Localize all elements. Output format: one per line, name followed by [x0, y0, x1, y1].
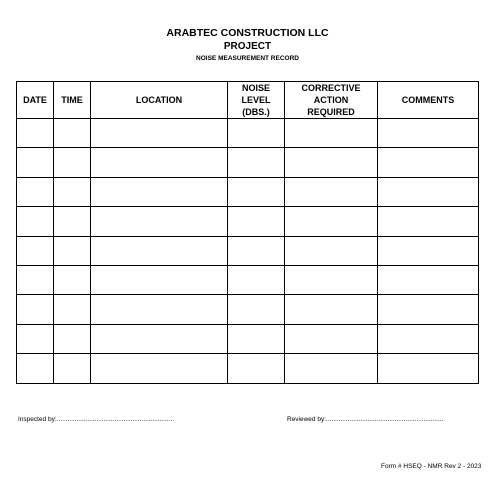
cell-time[interactable] — [54, 265, 91, 294]
cell-corrective-action[interactable] — [285, 148, 378, 177]
cell-date[interactable] — [17, 324, 54, 353]
reviewed-by-field[interactable]: Reviewed by:................................................................. — [287, 416, 444, 423]
column-header-comments: COMMENTS — [378, 82, 479, 119]
cell-location[interactable] — [91, 295, 228, 324]
cell-noise-level[interactable] — [228, 148, 285, 177]
table-row — [17, 177, 479, 206]
cell-time[interactable] — [54, 207, 91, 236]
project-label: PROJECT — [223, 41, 272, 52]
cell-corrective-action[interactable] — [285, 324, 378, 353]
cell-corrective-action[interactable] — [285, 119, 378, 148]
cell-date[interactable] — [17, 119, 54, 148]
cell-location[interactable] — [91, 148, 228, 177]
cell-time[interactable] — [54, 119, 91, 148]
record-title: NOISE MEASUREMENT RECORD — [196, 55, 299, 62]
table-row — [17, 265, 479, 294]
cell-noise-level[interactable] — [228, 119, 285, 148]
cell-location[interactable] — [91, 119, 228, 148]
column-header-date: DATE — [17, 82, 54, 119]
cell-noise-level[interactable] — [228, 236, 285, 265]
table-row — [17, 295, 479, 324]
cell-noise-level[interactable] — [228, 265, 285, 294]
form-id: Form # HSEQ - NMR Rev 2 - 2023 — [381, 463, 482, 470]
cell-corrective-action[interactable] — [285, 236, 378, 265]
table-row — [17, 119, 479, 148]
cell-location[interactable] — [91, 265, 228, 294]
cell-date[interactable] — [17, 295, 54, 324]
cell-corrective-action[interactable] — [285, 177, 378, 206]
cell-comments[interactable] — [378, 265, 479, 294]
column-header-corrective-action — [285, 82, 378, 119]
cell-comments[interactable] — [378, 236, 479, 265]
corrective-action-header-text: CORRECTIVE ACTION REQUIRED — [301, 83, 361, 117]
cell-corrective-action[interactable] — [285, 354, 378, 383]
cell-comments[interactable] — [378, 119, 479, 148]
cell-time[interactable] — [54, 324, 91, 353]
cell-time[interactable] — [54, 236, 91, 265]
cell-corrective-action[interactable] — [285, 295, 378, 324]
column-header-time: TIME — [54, 82, 91, 119]
table-row — [17, 148, 479, 177]
column-header-noise-level — [228, 82, 285, 119]
cell-comments[interactable] — [378, 354, 479, 383]
cell-corrective-action[interactable] — [285, 265, 378, 294]
cell-comments[interactable] — [378, 324, 479, 353]
cell-corrective-action[interactable] — [285, 207, 378, 236]
cell-location[interactable] — [91, 236, 228, 265]
cell-time[interactable] — [54, 354, 91, 383]
cell-noise-level[interactable] — [228, 177, 285, 206]
cell-comments[interactable] — [378, 295, 479, 324]
table-row — [17, 354, 479, 383]
cell-date[interactable] — [17, 236, 54, 265]
cell-date[interactable] — [17, 265, 54, 294]
table-header-row — [17, 82, 479, 119]
cell-noise-level[interactable] — [228, 295, 285, 324]
cell-noise-level[interactable] — [228, 354, 285, 383]
cell-location[interactable] — [91, 177, 228, 206]
cell-comments[interactable] — [378, 148, 479, 177]
cell-time[interactable] — [54, 148, 91, 177]
cell-date[interactable] — [17, 354, 54, 383]
cell-location[interactable] — [91, 207, 228, 236]
inspected-by-field[interactable]: Inspected by:................................................................. — [18, 416, 175, 423]
noise-measurement-table — [16, 81, 479, 384]
cell-comments[interactable] — [378, 177, 479, 206]
cell-time[interactable] — [54, 295, 91, 324]
company-name: ARABTEC CONSTRUCTION LLC — [166, 27, 329, 39]
cell-location[interactable] — [91, 354, 228, 383]
cell-date[interactable] — [17, 148, 54, 177]
cell-date[interactable] — [17, 177, 54, 206]
cell-comments[interactable] — [378, 207, 479, 236]
column-header-location: LOCATION — [91, 82, 228, 119]
table-row — [17, 207, 479, 236]
cell-time[interactable] — [54, 177, 91, 206]
noise-level-header-text: NOISE LEVEL (DBS.) — [241, 83, 271, 117]
cell-noise-level[interactable] — [228, 324, 285, 353]
cell-location[interactable] — [91, 324, 228, 353]
table-row — [17, 324, 479, 353]
cell-date[interactable] — [17, 207, 54, 236]
table-row — [17, 236, 479, 265]
cell-noise-level[interactable] — [228, 207, 285, 236]
